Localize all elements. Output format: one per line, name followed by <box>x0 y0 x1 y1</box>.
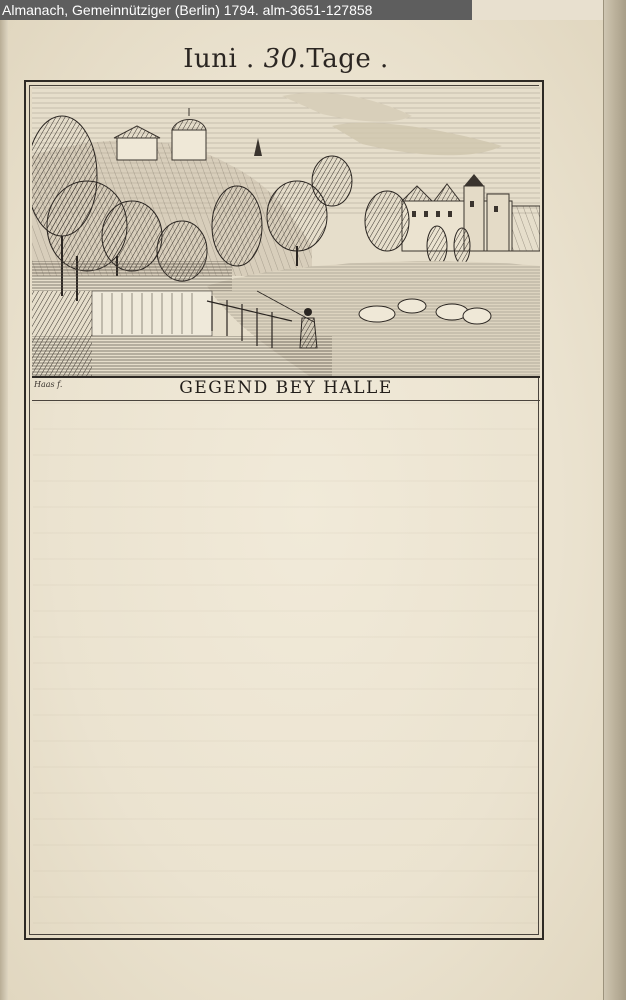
landscape-engraving <box>32 86 540 378</box>
month-header: Iuni . 30.Tage . <box>183 44 389 74</box>
image-caption: Almanach, Gemeinnütziger (Berlin) 1794. alm-3651-127858 <box>0 0 472 20</box>
days-word: Tage <box>306 44 372 74</box>
adjacent-page-edge <box>603 0 626 1000</box>
month-name: Iuni <box>183 44 238 74</box>
blank-calendar-area <box>33 402 538 932</box>
page-left-edge <box>0 20 8 1000</box>
days-number: 30 <box>263 44 298 74</box>
plate-title-rule <box>32 400 540 401</box>
artist-signature: Haas f. <box>34 380 63 389</box>
plate-title: GEGEND BEY HALLE <box>179 378 393 398</box>
engraving-illustration <box>32 86 540 378</box>
